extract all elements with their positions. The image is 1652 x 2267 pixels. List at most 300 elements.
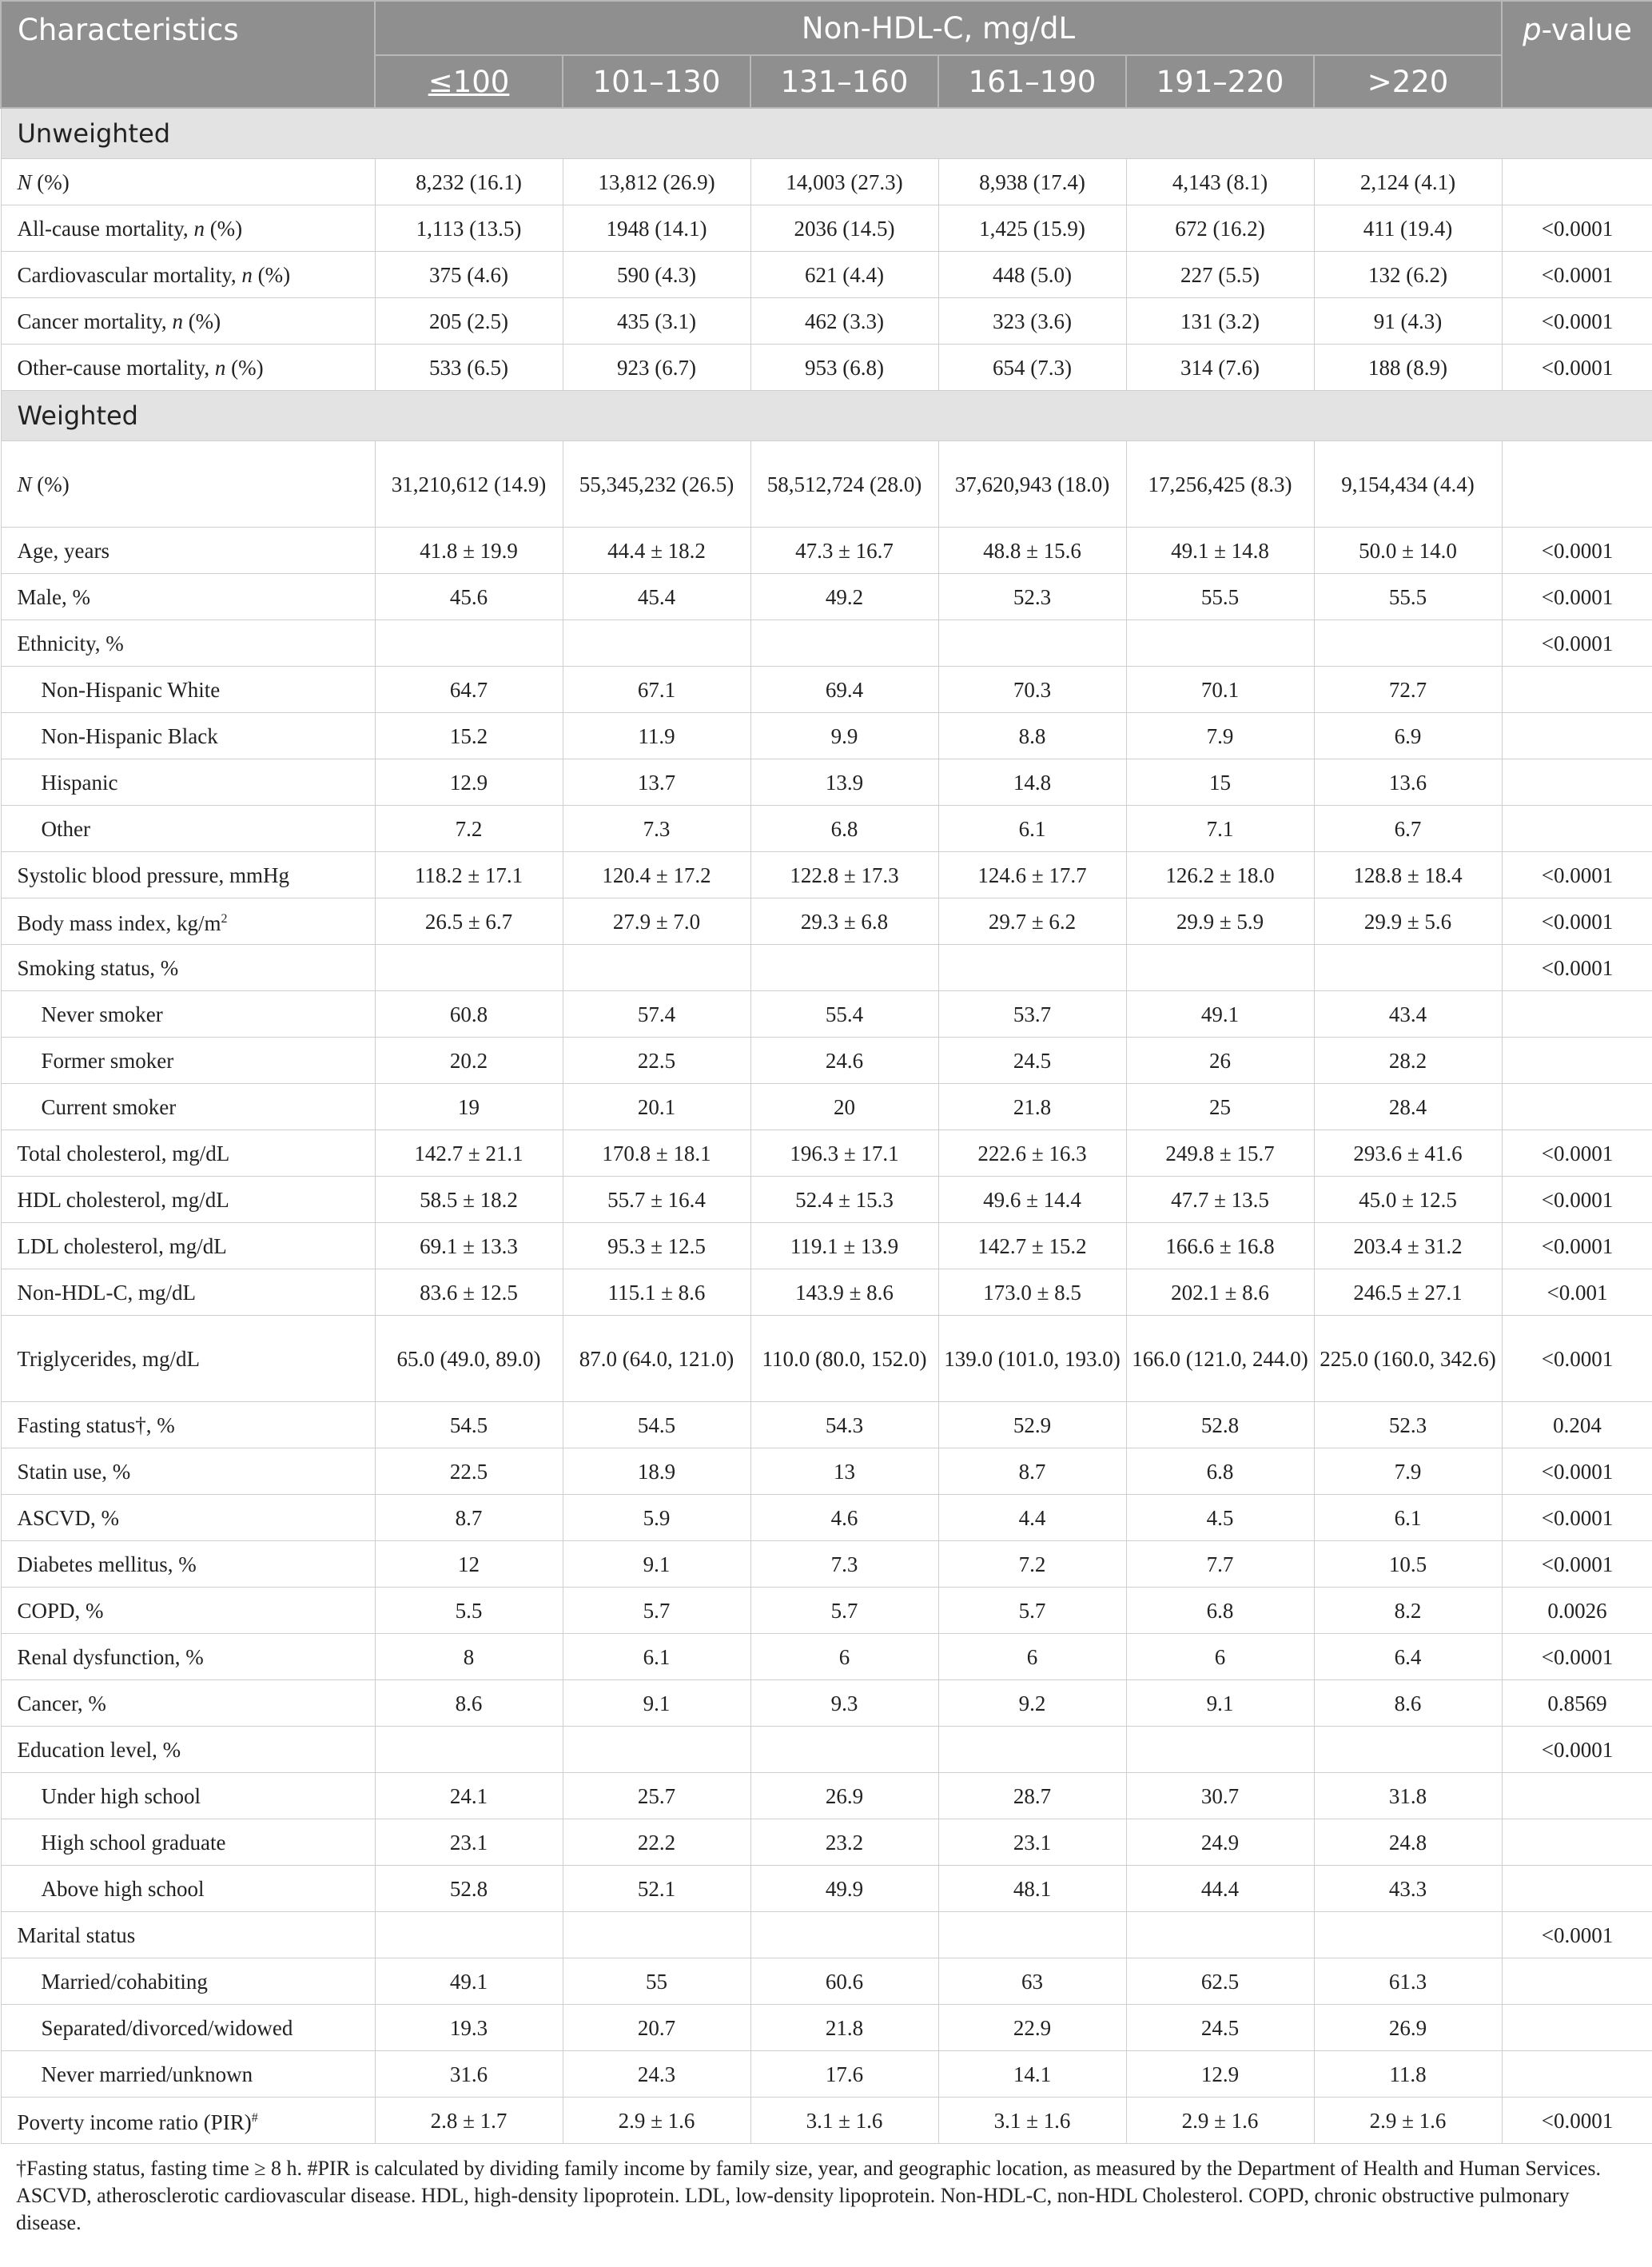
value-cell: 70.3: [938, 667, 1126, 713]
value-cell: 3.1 ± 1.6: [938, 2098, 1126, 2144]
value-cell: 203.4 ± 31.2: [1314, 1223, 1502, 1269]
row-label: Age, years: [1, 528, 375, 574]
value-cell: 61.3: [1314, 1958, 1502, 2005]
value-cell: 118.2 ± 17.1: [375, 852, 563, 898]
value-cell: 55.5: [1314, 574, 1502, 620]
value-cell: 29.9 ± 5.6: [1314, 898, 1502, 945]
table-row: [1, 1316, 1652, 1402]
value-cell: 28.7: [938, 1773, 1126, 1819]
row-label: Fasting status†, %: [1, 1402, 375, 1448]
value-cell: 45.4: [563, 574, 750, 620]
value-cell: 54.3: [750, 1402, 938, 1448]
table-footnote: †Fasting status, fasting time ≥ 8 h. #PIR is calculated by dividing family income by family size, year, and geographic location, as measured by the Department of Health and Human Services. ASCVD, atherosclerotic cardiovascular disease. HDL, high-density lipoprotein. LDL, low-density lipoprotein. Non-HDL-C, non-HDL Cholesterol. COPD, chronic obstructive pulmonary disease.: [16, 2157, 1601, 2234]
value-cell: 375 (4.6): [375, 252, 563, 298]
row-label: COPD, %: [1, 1588, 375, 1634]
value-cell: 55: [563, 1958, 750, 2005]
value-cell: 124.6 ± 17.7: [938, 852, 1126, 898]
value-cell: 20.7: [563, 2005, 750, 2051]
row-label: Systolic blood pressure, mmHg: [1, 852, 375, 898]
value-cell: 55.4: [750, 991, 938, 1038]
value-cell: 8.6: [375, 1680, 563, 1727]
value-cell: 24.1: [375, 1773, 563, 1819]
value-cell: 170.8 ± 18.1: [563, 1130, 750, 1177]
value-cell: 139.0 (101.0, 193.0): [938, 1316, 1126, 1402]
value-cell: 63: [938, 1958, 1126, 2005]
value-cell: 6.1: [563, 1634, 750, 1680]
value-cell: [563, 1912, 750, 1958]
value-cell: 7.9: [1314, 1448, 1502, 1495]
value-cell: [563, 1727, 750, 1773]
table-row: [1, 345, 1652, 391]
value-cell: 654 (7.3): [938, 345, 1126, 391]
value-cell: 62.5: [1126, 1958, 1314, 2005]
value-cell: 19.3: [375, 2005, 563, 2051]
value-cell: 142.7 ± 21.1: [375, 1130, 563, 1177]
value-cell: 12.9: [375, 759, 563, 806]
value-cell: 6: [750, 1634, 938, 1680]
value-cell: 70.1: [1126, 667, 1314, 713]
value-cell: 52.1: [563, 1866, 750, 1912]
value-cell: 166.6 ± 16.8: [1126, 1223, 1314, 1269]
value-cell: 9.1: [563, 1680, 750, 1727]
value-cell: 10.5: [1314, 1541, 1502, 1588]
p-value-cell: 0.204: [1502, 1402, 1652, 1448]
header-characteristics: Characteristics: [1, 1, 375, 108]
table-row: [1, 574, 1652, 620]
value-cell: 12: [375, 1541, 563, 1588]
value-cell: 6: [1126, 1634, 1314, 1680]
value-cell: 52.9: [938, 1402, 1126, 1448]
value-cell: 4.5: [1126, 1495, 1314, 1541]
value-cell: 69.4: [750, 667, 938, 713]
value-cell: 9.1: [1126, 1680, 1314, 1727]
row-label: All-cause mortality, n (%): [1, 205, 375, 252]
value-cell: 122.8 ± 17.3: [750, 852, 938, 898]
row-label: Smoking status, %: [1, 945, 375, 991]
value-cell: 45.6: [375, 574, 563, 620]
value-cell: 7.1: [1126, 806, 1314, 852]
p-value-cell: <0.0001: [1502, 574, 1652, 620]
value-cell: 52.3: [938, 574, 1126, 620]
value-cell: 246.5 ± 27.1: [1314, 1269, 1502, 1316]
header-col-1: ≤100: [375, 55, 563, 108]
table-row: [1, 620, 1652, 667]
value-cell: 52.3: [1314, 1402, 1502, 1448]
value-cell: 6.1: [938, 806, 1126, 852]
row-label: Current smoker: [1, 1084, 375, 1130]
p-value-cell: <0.0001: [1502, 1130, 1652, 1177]
value-cell: 2.9 ± 1.6: [1314, 2098, 1502, 2144]
value-cell: 1948 (14.1): [563, 205, 750, 252]
value-cell: 28.2: [1314, 1038, 1502, 1084]
p-value-cell: <0.0001: [1502, 1634, 1652, 1680]
value-cell: 48.1: [938, 1866, 1126, 1912]
value-cell: 132 (6.2): [1314, 252, 1502, 298]
value-cell: [938, 1912, 1126, 1958]
value-cell: 9.3: [750, 1680, 938, 1727]
p-value-cell: <0.0001: [1502, 898, 1652, 945]
value-cell: 323 (3.6): [938, 298, 1126, 345]
value-cell: 205 (2.5): [375, 298, 563, 345]
value-cell: 4.6: [750, 1495, 938, 1541]
table-row: [1, 1866, 1652, 1912]
value-cell: 142.7 ± 15.2: [938, 1223, 1126, 1269]
value-cell: [1126, 1912, 1314, 1958]
p-value-cell: [1502, 1819, 1652, 1866]
table-row: [1, 1223, 1652, 1269]
value-cell: 37,620,943 (18.0): [938, 441, 1126, 528]
value-cell: 15.2: [375, 713, 563, 759]
section-row: [1, 391, 1652, 441]
row-label: N (%): [1, 159, 375, 205]
value-cell: 52.8: [375, 1866, 563, 1912]
section-title: Weighted: [1, 391, 1652, 441]
value-cell: 166.0 (121.0, 244.0): [1126, 1316, 1314, 1402]
row-label: Cancer mortality, n (%): [1, 298, 375, 345]
section-title: Unweighted: [1, 108, 1652, 159]
value-cell: 91 (4.3): [1314, 298, 1502, 345]
table-row: [1, 1819, 1652, 1866]
header-col-6: >220: [1314, 55, 1502, 108]
value-cell: 225.0 (160.0, 342.6): [1314, 1316, 1502, 1402]
table-row: [1, 252, 1652, 298]
value-cell: 7.2: [375, 806, 563, 852]
value-cell: 9.9: [750, 713, 938, 759]
value-cell: 6.8: [1126, 1448, 1314, 1495]
row-label: Non-HDL-C, mg/dL: [1, 1269, 375, 1316]
value-cell: 31.6: [375, 2051, 563, 2098]
value-cell: 5.7: [750, 1588, 938, 1634]
table-row: [1, 2098, 1652, 2144]
value-cell: 8.6: [1314, 1680, 1502, 1727]
table-row: [1, 1958, 1652, 2005]
value-cell: 7.2: [938, 1541, 1126, 1588]
value-cell: 58.5 ± 18.2: [375, 1177, 563, 1223]
value-cell: 23.1: [375, 1819, 563, 1866]
p-value-cell: [1502, 991, 1652, 1038]
value-cell: 45.0 ± 12.5: [1314, 1177, 1502, 1223]
value-cell: 4,143 (8.1): [1126, 159, 1314, 205]
value-cell: 314 (7.6): [1126, 345, 1314, 391]
value-cell: 5.9: [563, 1495, 750, 1541]
p-value-cell: [1502, 1084, 1652, 1130]
value-cell: 43.4: [1314, 991, 1502, 1038]
row-label: Non-Hispanic White: [1, 667, 375, 713]
table-row: [1, 898, 1652, 945]
p-value-cell: <0.0001: [1502, 945, 1652, 991]
value-cell: [375, 1912, 563, 1958]
value-cell: [750, 945, 938, 991]
p-value-cell: <0.0001: [1502, 852, 1652, 898]
table-row: [1, 441, 1652, 528]
table-row: [1, 1495, 1652, 1541]
value-cell: 2.9 ± 1.6: [563, 2098, 750, 2144]
value-cell: 21.8: [938, 1084, 1126, 1130]
p-value-cell: [1502, 2051, 1652, 2098]
value-cell: 6.7: [1314, 806, 1502, 852]
p-value-cell: <0.0001: [1502, 1448, 1652, 1495]
value-cell: 2.8 ± 1.7: [375, 2098, 563, 2144]
table-row: [1, 1084, 1652, 1130]
value-cell: 31,210,612 (14.9): [375, 441, 563, 528]
table-row: [1, 1448, 1652, 1495]
value-cell: 20: [750, 1084, 938, 1130]
value-cell: 54.5: [563, 1402, 750, 1448]
table-body: [1, 108, 1652, 2144]
value-cell: 57.4: [563, 991, 750, 1038]
table-row: [1, 1634, 1652, 1680]
value-cell: [1314, 1912, 1502, 1958]
p-value-cell: [1502, 1866, 1652, 1912]
p-value-cell: 0.0026: [1502, 1588, 1652, 1634]
value-cell: 188 (8.9): [1314, 345, 1502, 391]
row-label: Separated/divorced/widowed: [1, 2005, 375, 2051]
p-value-cell: <0.0001: [1502, 2098, 1652, 2144]
value-cell: 69.1 ± 13.3: [375, 1223, 563, 1269]
value-cell: 9.1: [563, 1541, 750, 1588]
p-value-cell: <0.0001: [1502, 1316, 1652, 1402]
value-cell: 227 (5.5): [1126, 252, 1314, 298]
table-row: [1, 1038, 1652, 1084]
row-label: Marital status: [1, 1912, 375, 1958]
value-cell: 24.5: [938, 1038, 1126, 1084]
row-label: Never married/unknown: [1, 2051, 375, 2098]
table-row: [1, 1773, 1652, 1819]
p-value-cell: <0.0001: [1502, 252, 1652, 298]
row-label: Poverty income ratio (PIR)#: [1, 2098, 375, 2144]
value-cell: 7.3: [750, 1541, 938, 1588]
value-cell: [1126, 945, 1314, 991]
value-cell: 26.5 ± 6.7: [375, 898, 563, 945]
table-row: [1, 205, 1652, 252]
value-cell: 54.5: [375, 1402, 563, 1448]
value-cell: 2036 (14.5): [750, 205, 938, 252]
table-row: [1, 945, 1652, 991]
value-cell: 29.9 ± 5.9: [1126, 898, 1314, 945]
value-cell: 293.6 ± 41.6: [1314, 1130, 1502, 1177]
p-value-cell: <0.0001: [1502, 1177, 1652, 1223]
value-cell: 50.0 ± 14.0: [1314, 528, 1502, 574]
value-cell: 115.1 ± 8.6: [563, 1269, 750, 1316]
header-p-rest: -value: [1541, 13, 1632, 47]
p-value-cell: <0.0001: [1502, 1223, 1652, 1269]
value-cell: 19: [375, 1084, 563, 1130]
row-label: Hispanic: [1, 759, 375, 806]
value-cell: 41.8 ± 19.9: [375, 528, 563, 574]
value-cell: 55.7 ± 16.4: [563, 1177, 750, 1223]
row-label: Ethnicity, %: [1, 620, 375, 667]
value-cell: 23.1: [938, 1819, 1126, 1866]
value-cell: 55,345,232 (26.5): [563, 441, 750, 528]
table-row: [1, 806, 1652, 852]
value-cell: 249.8 ± 15.7: [1126, 1130, 1314, 1177]
value-cell: 6.4: [1314, 1634, 1502, 1680]
header-col-4: 161–190: [938, 55, 1126, 108]
value-cell: 24.6: [750, 1038, 938, 1084]
row-label: ASCVD, %: [1, 1495, 375, 1541]
value-cell: 49.2: [750, 574, 938, 620]
row-label: Former smoker: [1, 1038, 375, 1084]
value-cell: 22.9: [938, 2005, 1126, 2051]
value-cell: [938, 620, 1126, 667]
value-cell: [375, 945, 563, 991]
table-row: [1, 1402, 1652, 1448]
value-cell: 8,938 (17.4): [938, 159, 1126, 205]
value-cell: 3.1 ± 1.6: [750, 2098, 938, 2144]
value-cell: 8.7: [938, 1448, 1126, 1495]
value-cell: 6.8: [1126, 1588, 1314, 1634]
value-cell: 222.6 ± 16.3: [938, 1130, 1126, 1177]
value-cell: 29.7 ± 6.2: [938, 898, 1126, 945]
value-cell: 47.3 ± 16.7: [750, 528, 938, 574]
table-row: [1, 1177, 1652, 1223]
value-cell: 953 (6.8): [750, 345, 938, 391]
row-label: Total cholesterol, mg/dL: [1, 1130, 375, 1177]
p-value-cell: <0.001: [1502, 1269, 1652, 1316]
table-row: [1, 159, 1652, 205]
value-cell: [1126, 1727, 1314, 1773]
table-row: [1, 1588, 1652, 1634]
table-row: [1, 852, 1652, 898]
row-label: Under high school: [1, 1773, 375, 1819]
value-cell: 12.9: [1126, 2051, 1314, 2098]
value-cell: 5.5: [375, 1588, 563, 1634]
value-cell: 26.9: [750, 1773, 938, 1819]
header-col-5: 191–220: [1126, 55, 1314, 108]
value-cell: [1314, 620, 1502, 667]
value-cell: 25.7: [563, 1773, 750, 1819]
table-row: [1, 667, 1652, 713]
table-row: [1, 2051, 1652, 2098]
p-value-cell: [1502, 667, 1652, 713]
value-cell: [563, 945, 750, 991]
value-cell: 1,113 (13.5): [375, 205, 563, 252]
value-cell: 8.7: [375, 1495, 563, 1541]
value-cell: 13,812 (26.9): [563, 159, 750, 205]
value-cell: 24.8: [1314, 1819, 1502, 1866]
value-cell: 128.8 ± 18.4: [1314, 852, 1502, 898]
value-cell: 120.4 ± 17.2: [563, 852, 750, 898]
value-cell: 43.3: [1314, 1866, 1502, 1912]
value-cell: [938, 945, 1126, 991]
value-cell: 8.8: [938, 713, 1126, 759]
value-cell: 60.6: [750, 1958, 938, 2005]
section-row: [1, 108, 1652, 159]
value-cell: 2.9 ± 1.6: [1126, 2098, 1314, 2144]
table-row: [1, 991, 1652, 1038]
header-non-hdl-group: Non-HDL-C, mg/dL: [375, 1, 1502, 55]
row-label: HDL cholesterol, mg/dL: [1, 1177, 375, 1223]
row-label: Other-cause mortality, n (%): [1, 345, 375, 391]
value-cell: 143.9 ± 8.6: [750, 1269, 938, 1316]
value-cell: 7.3: [563, 806, 750, 852]
value-cell: 29.3 ± 6.8: [750, 898, 938, 945]
value-cell: 533 (6.5): [375, 345, 563, 391]
value-cell: 26: [1126, 1038, 1314, 1084]
value-cell: [1126, 620, 1314, 667]
value-cell: 49.1: [1126, 991, 1314, 1038]
value-cell: [1314, 945, 1502, 991]
value-cell: 202.1 ± 8.6: [1126, 1269, 1314, 1316]
row-label: Other: [1, 806, 375, 852]
row-label: N (%): [1, 441, 375, 528]
value-cell: 49.9: [750, 1866, 938, 1912]
row-label: High school graduate: [1, 1819, 375, 1866]
value-cell: 411 (19.4): [1314, 205, 1502, 252]
p-value-cell: [1502, 759, 1652, 806]
p-value-cell: <0.0001: [1502, 620, 1652, 667]
value-cell: 14,003 (27.3): [750, 159, 938, 205]
row-label: Cardiovascular mortality, n (%): [1, 252, 375, 298]
p-value-cell: <0.0001: [1502, 1541, 1652, 1588]
value-cell: 1,425 (15.9): [938, 205, 1126, 252]
value-cell: [1314, 1727, 1502, 1773]
value-cell: 49.6 ± 14.4: [938, 1177, 1126, 1223]
p-value-cell: [1502, 1958, 1652, 2005]
value-cell: 27.9 ± 7.0: [563, 898, 750, 945]
p-value-cell: <0.0001: [1502, 298, 1652, 345]
value-cell: 55.5: [1126, 574, 1314, 620]
table-row: [1, 713, 1652, 759]
row-label: Above high school: [1, 1866, 375, 1912]
value-cell: 13.6: [1314, 759, 1502, 806]
p-value-cell: <0.0001: [1502, 1495, 1652, 1541]
header-col-3: 131–160: [750, 55, 938, 108]
row-label: Never smoker: [1, 991, 375, 1038]
value-cell: 13.7: [563, 759, 750, 806]
p-value-cell: <0.0001: [1502, 1912, 1652, 1958]
value-cell: 24.9: [1126, 1819, 1314, 1866]
value-cell: 590 (4.3): [563, 252, 750, 298]
value-cell: 13.9: [750, 759, 938, 806]
row-label: Triglycerides, mg/dL: [1, 1316, 375, 1402]
value-cell: 9,154,434 (4.4): [1314, 441, 1502, 528]
header-col-2: 101–130: [563, 55, 750, 108]
value-cell: 72.7: [1314, 667, 1502, 713]
p-value-cell: <0.0001: [1502, 205, 1652, 252]
value-cell: 22.5: [375, 1448, 563, 1495]
value-cell: 6.8: [750, 806, 938, 852]
table-row: [1, 2005, 1652, 2051]
value-cell: 15: [1126, 759, 1314, 806]
value-cell: 131 (3.2): [1126, 298, 1314, 345]
value-cell: 44.4 ± 18.2: [563, 528, 750, 574]
value-cell: 30.7: [1126, 1773, 1314, 1819]
value-cell: 11.9: [563, 713, 750, 759]
value-cell: 11.8: [1314, 2051, 1502, 2098]
p-value-cell: <0.0001: [1502, 345, 1652, 391]
value-cell: 24.3: [563, 2051, 750, 2098]
table-row: [1, 1541, 1652, 1588]
value-cell: 5.7: [938, 1588, 1126, 1634]
row-label: Diabetes mellitus, %: [1, 1541, 375, 1588]
value-cell: 26.9: [1314, 2005, 1502, 2051]
value-cell: 31.8: [1314, 1773, 1502, 1819]
p-value-cell: [1502, 713, 1652, 759]
value-cell: 8,232 (16.1): [375, 159, 563, 205]
value-cell: 5.7: [563, 1588, 750, 1634]
p-value-cell: [1502, 1038, 1652, 1084]
p-value-cell: [1502, 159, 1652, 205]
value-cell: 435 (3.1): [563, 298, 750, 345]
value-cell: 173.0 ± 8.5: [938, 1269, 1126, 1316]
value-cell: 24.5: [1126, 2005, 1314, 2051]
value-cell: 672 (16.2): [1126, 205, 1314, 252]
value-cell: 60.8: [375, 991, 563, 1038]
row-label: Male, %: [1, 574, 375, 620]
value-cell: 14.8: [938, 759, 1126, 806]
table-row: [1, 1680, 1652, 1727]
